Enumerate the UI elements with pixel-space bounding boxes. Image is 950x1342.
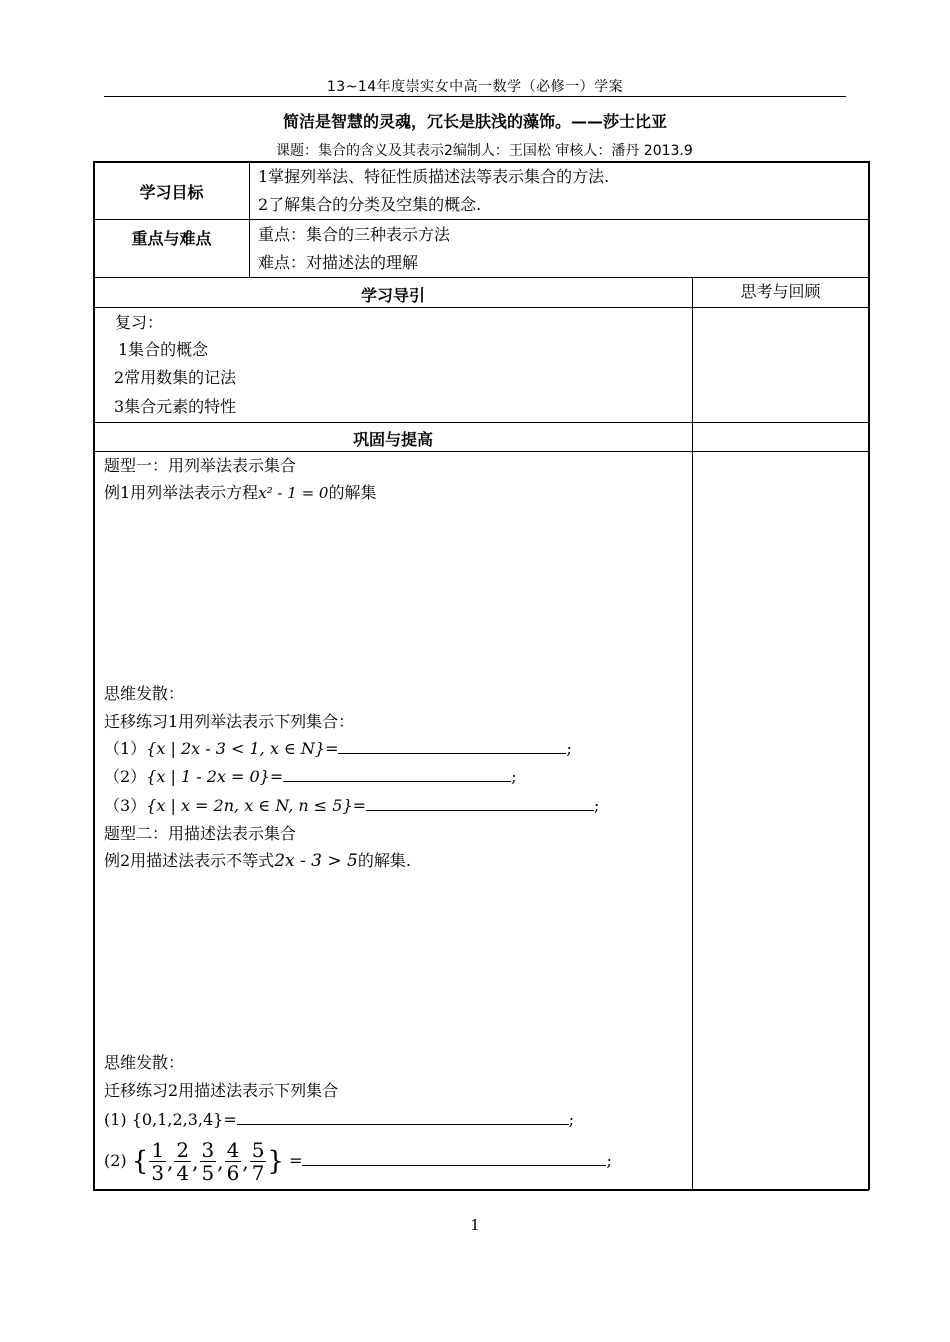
left-brace: { xyxy=(131,1146,149,1177)
fraction xyxy=(149,1139,166,1184)
practice-2-heading: 迁移练习2用描述法表示下列集合 xyxy=(104,1081,339,1100)
review-item-1: 1集合的概念 xyxy=(118,340,209,359)
answer-blank[interactable] xyxy=(283,767,511,782)
semicolon: ; xyxy=(568,1110,575,1129)
semicolon: ; xyxy=(594,796,600,815)
example-1-equation: x² - 1 = 0 xyxy=(258,484,329,502)
practice-2-item-2: (2) { $\frac{1}{3}$ , $\frac{2}{4}$ , $\frac{3}{5}$ , $\frac{4}{6}$ , $\frac{5}{7}$ } = ; xyxy=(104,1138,612,1185)
example-1-suffix: 的解集 xyxy=(328,483,377,502)
practice-1-heading: 迁移练习1用列举法表示下列集合： xyxy=(104,712,355,731)
denominator: 4 xyxy=(176,1161,190,1185)
denominator: 5 xyxy=(201,1161,215,1185)
review-item-2: 2常用数集的记法 xyxy=(114,368,237,387)
numerator: 5 xyxy=(251,1138,265,1162)
set-expression: {x | 2x - 3 < 1, x ∈ N} xyxy=(146,739,326,758)
numerator: 2 xyxy=(176,1138,190,1162)
practice-1-item-1 xyxy=(104,739,572,759)
example-1-text: 例1用列举法表示方程 xyxy=(104,483,259,502)
objective-2: 2了解集合的分类及空集的概念. xyxy=(258,195,482,214)
key-points-label: 重点与难点 xyxy=(131,229,212,248)
set-expression: {x | 1 - 2x = 0} xyxy=(146,767,270,786)
example-1 xyxy=(104,483,376,503)
header-rule xyxy=(104,96,846,97)
review-item-3: 3集合元素的特性 xyxy=(114,397,237,416)
fraction xyxy=(250,1139,267,1184)
practice-1-item-3 xyxy=(104,796,599,816)
fraction xyxy=(225,1139,242,1184)
reflect-label: 思考与回顾 xyxy=(740,282,821,301)
answer-blank[interactable] xyxy=(237,1110,569,1125)
difficult-point: 难点：对描述法的理解 xyxy=(258,253,419,272)
type-2-heading: 题型二：用描述法表示集合 xyxy=(104,824,297,843)
item-label: (1) {0,1,2,3,4}= xyxy=(104,1110,237,1129)
example-2-text: 例2用描述法表示不等式 xyxy=(104,851,275,870)
answer-blank[interactable] xyxy=(338,739,566,754)
numerator: 4 xyxy=(226,1138,240,1162)
example-2 xyxy=(104,851,411,871)
course-info: 课题：集合的含义及其表示2编制人：王国松 审核人：潘丹 2013.9 xyxy=(276,143,693,159)
numerator: 3 xyxy=(201,1138,215,1162)
fraction xyxy=(200,1139,217,1184)
objectives-label: 学习目标 xyxy=(139,183,204,202)
denominator: 7 xyxy=(251,1161,265,1185)
set-expression: {x | x = 2n, x ∈ N, n ≤ 5} xyxy=(146,796,353,815)
motto: 简洁是智慧的灵魂，冗长是肤浅的藻饰。——莎士比亚 xyxy=(282,112,667,131)
right-brace: } xyxy=(267,1146,284,1177)
semicolon: ; xyxy=(606,1151,612,1170)
practice-1-item-2 xyxy=(104,767,517,787)
example-2-suffix: 的解集. xyxy=(357,851,411,870)
page-number: 1 xyxy=(470,1216,480,1234)
item-label: (2) xyxy=(104,1151,127,1170)
type-1-heading: 题型一：用列举法表示集合 xyxy=(104,456,297,475)
objective-1: 1掌握列举法、特征性质描述法等表示集合的方法. xyxy=(258,167,610,186)
example-2-inequality: 2x - 3 > 5 xyxy=(274,851,358,871)
item-label: （1） xyxy=(104,739,147,758)
review-title: 复习： xyxy=(115,313,164,332)
answer-blank[interactable] xyxy=(302,1151,606,1166)
denominator: 3 xyxy=(151,1161,165,1185)
equals-sign: = xyxy=(325,739,339,758)
semicolon: ; xyxy=(566,739,572,758)
guide-label: 学习导引 xyxy=(360,286,425,305)
numerator: 1 xyxy=(151,1138,165,1162)
equals-sign: = xyxy=(289,1151,303,1170)
equals-sign: = xyxy=(269,767,284,786)
think-2: 思维发散： xyxy=(104,1053,185,1072)
item-label: （3） xyxy=(104,796,147,815)
practice-2-item-1 xyxy=(104,1110,574,1130)
fraction xyxy=(174,1139,191,1184)
item-label: （2） xyxy=(104,767,147,786)
consolidate-label: 巩固与提高 xyxy=(352,430,433,449)
semicolon: ; xyxy=(511,767,517,786)
denominator: 6 xyxy=(226,1161,240,1185)
key-point: 重点：集合的三种表示方法 xyxy=(258,225,451,244)
page-header: 13~14年度崇实女中高一数学（必修一）学案 xyxy=(326,79,624,95)
think-1: 思维发散： xyxy=(104,684,185,703)
answer-blank[interactable] xyxy=(366,796,594,811)
equals-sign: = xyxy=(352,796,367,815)
